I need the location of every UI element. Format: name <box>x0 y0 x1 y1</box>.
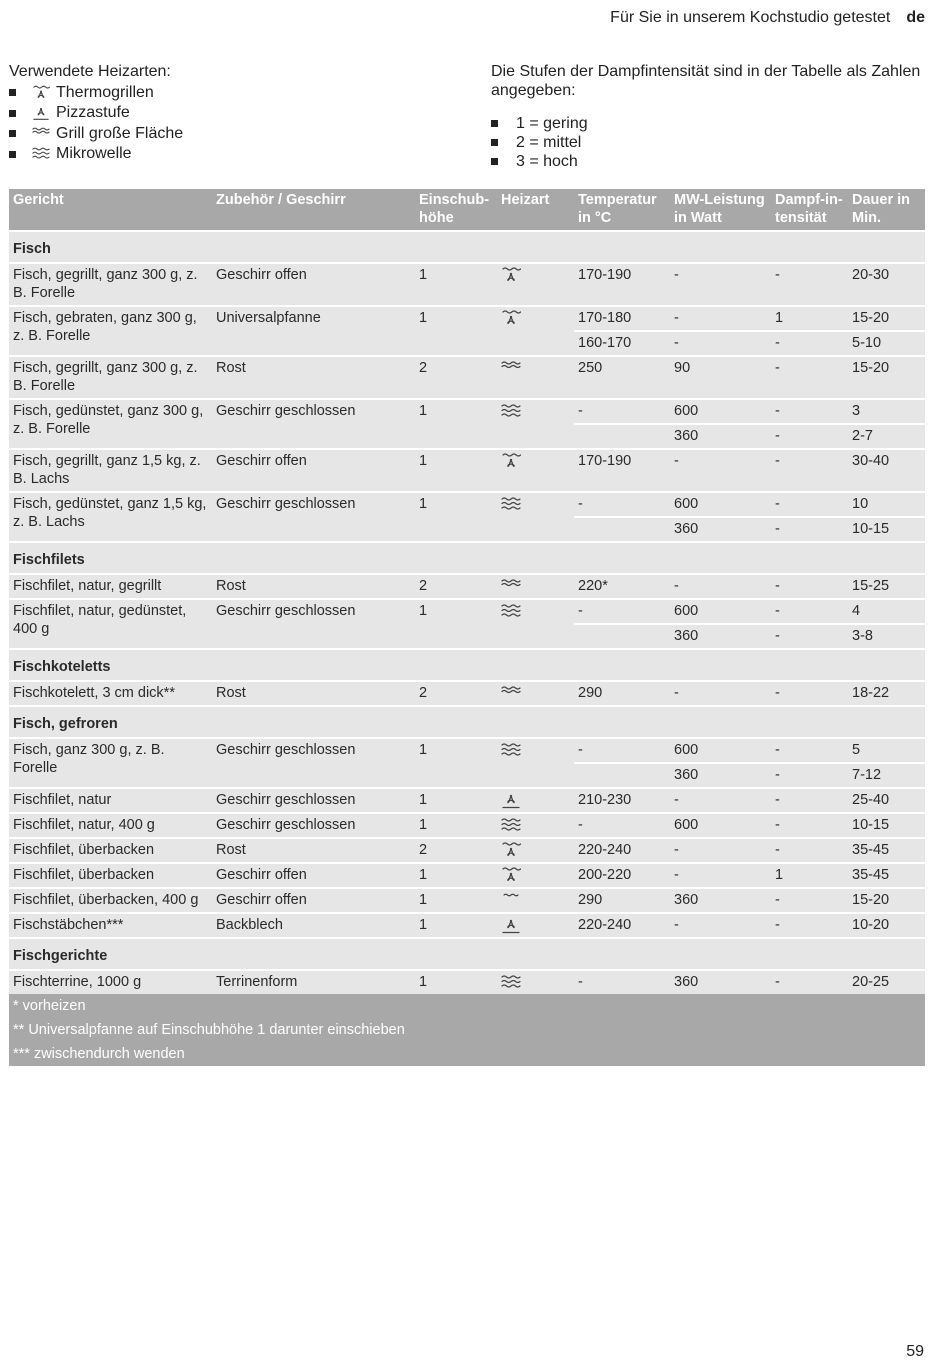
mw-power-cell: 600 <box>670 399 771 424</box>
section-title: Fisch, gefroren <box>9 706 925 738</box>
steam-cell: - <box>771 813 848 838</box>
temperature-cell: - <box>574 399 670 424</box>
dish-cell: Fischstäbchen*** <box>9 913 212 938</box>
heating-cell <box>497 788 574 813</box>
duration-cell: 10-20 <box>848 913 925 938</box>
mw-power-cell: 600 <box>670 813 771 838</box>
table-row <box>9 738 925 763</box>
shelf-cell: 1 <box>415 263 497 306</box>
mw-power-cell: 360 <box>670 424 771 449</box>
grill-small-icon <box>501 892 521 909</box>
heating-mode-label: Thermogrillen <box>56 83 154 101</box>
accessory-cell: Geschirr offen <box>212 263 415 306</box>
temperature-cell: - <box>574 492 670 517</box>
table-row <box>9 356 925 399</box>
steam-level-item <box>491 152 921 171</box>
mw-power-cell: 90 <box>670 356 771 399</box>
steam-intensity-text: Die Stufen der Dampfintensität sind in der Tabelle als Zahlen angegeben: <box>491 63 921 99</box>
steam-cell: - <box>771 517 848 542</box>
bullet-square <box>491 158 498 165</box>
heating-mode-item <box>9 144 183 165</box>
heating-cell <box>497 399 574 449</box>
temperature-cell: - <box>574 738 670 763</box>
duration-cell: 20-25 <box>848 970 925 994</box>
dish-cell: Fischfilet, überbacken, 400 g <box>9 888 212 913</box>
steam-intensity-legend <box>491 62 921 171</box>
duration-cell: 4 <box>848 599 925 624</box>
duration-cell: 35-45 <box>848 838 925 863</box>
steam-cell: - <box>771 331 848 356</box>
mw-power-cell: 600 <box>670 738 771 763</box>
table-row <box>9 970 925 994</box>
dish-cell: Fisch, ganz 300 g, z. B. Forelle <box>9 738 212 788</box>
mw-power-cell: - <box>670 788 771 813</box>
accessory-cell: Rost <box>212 838 415 863</box>
steam-cell: 1 <box>771 863 848 888</box>
table-row <box>9 263 925 306</box>
duration-cell: 15-20 <box>848 356 925 399</box>
shelf-cell: 1 <box>415 863 497 888</box>
microwave-icon <box>501 496 521 513</box>
page-number: 59 <box>906 1343 924 1360</box>
shelf-cell: 1 <box>415 449 497 492</box>
duration-cell: 3 <box>848 399 925 424</box>
temperature-cell: 160-170 <box>574 331 670 356</box>
temperature-cell: 290 <box>574 681 670 706</box>
accessory-cell: Rost <box>212 681 415 706</box>
steam-cell: - <box>771 449 848 492</box>
shelf-cell: 2 <box>415 838 497 863</box>
pizza-icon <box>32 105 50 121</box>
table-row <box>9 574 925 599</box>
duration-cell: 2-7 <box>848 424 925 449</box>
shelf-cell: 1 <box>415 399 497 449</box>
pizza-icon <box>501 917 521 934</box>
temperature-cell: 170-190 <box>574 449 670 492</box>
header-col-dish: Gericht <box>9 189 212 231</box>
bullet-square <box>9 89 16 96</box>
mw-power-cell: 600 <box>670 599 771 624</box>
table-row <box>9 838 925 863</box>
header-title: Für Sie in unserem Kochstudio getestet <box>610 9 891 26</box>
footnote-row <box>9 1042 925 1066</box>
heating-modes-heading: Verwendete Heizarten: <box>9 63 171 80</box>
footnote-text: * vorheizen <box>9 994 925 1018</box>
accessory-cell: Geschirr geschlossen <box>212 813 415 838</box>
footnote-row <box>9 1018 925 1042</box>
dish-cell: Fisch, gegrillt, ganz 300 g, z. B. Forelle <box>9 356 212 399</box>
temperature-cell <box>574 763 670 788</box>
dish-cell: Fischfilet, überbacken <box>9 838 212 863</box>
duration-cell: 5 <box>848 738 925 763</box>
duration-cell: 10 <box>848 492 925 517</box>
duration-cell: 10-15 <box>848 517 925 542</box>
table-row <box>9 399 925 424</box>
steam-cell: - <box>771 624 848 649</box>
steam-level-label: 2 = mittel <box>516 134 582 151</box>
accessory-cell: Geschirr geschlossen <box>212 492 415 542</box>
temperature-cell: 250 <box>574 356 670 399</box>
shelf-cell: 2 <box>415 574 497 599</box>
duration-cell: 5-10 <box>848 331 925 356</box>
shelf-cell: 1 <box>415 970 497 994</box>
duration-cell: 30-40 <box>848 449 925 492</box>
shelf-cell: 1 <box>415 599 497 649</box>
mw-power-cell: - <box>670 681 771 706</box>
mw-power-cell: - <box>670 574 771 599</box>
section-row <box>9 938 925 970</box>
heating-mode-item <box>9 103 183 124</box>
mw-power-cell: 360 <box>670 970 771 994</box>
steam-cell: - <box>771 788 848 813</box>
table-row <box>9 599 925 624</box>
microwave-icon <box>501 742 521 759</box>
mw-power-cell: - <box>670 306 771 331</box>
heating-cell <box>497 813 574 838</box>
heating-modes-legend <box>9 62 183 165</box>
header-col-heating: Heizart <box>497 189 574 231</box>
duration-cell: 20-30 <box>848 263 925 306</box>
accessory-cell: Rost <box>212 574 415 599</box>
dish-cell: Fisch, gedünstet, ganz 300 g, z. B. Forelle <box>9 399 212 449</box>
mw-power-cell: 360 <box>670 517 771 542</box>
accessory-cell: Backblech <box>212 913 415 938</box>
footnote-text: ** Universalpfanne auf Einschubhöhe 1 darunter einschieben <box>9 1018 925 1042</box>
steam-intensity-list <box>491 114 921 171</box>
table-row <box>9 813 925 838</box>
heating-cell <box>497 449 574 492</box>
temperature-cell: 200-220 <box>574 863 670 888</box>
grill-icon <box>501 360 521 377</box>
dish-cell: Fischterrine, 1000 g <box>9 970 212 994</box>
accessory-cell: Rost <box>212 356 415 399</box>
duration-cell: 15-20 <box>848 306 925 331</box>
heating-cell <box>497 492 574 542</box>
mw-power-cell: 360 <box>670 624 771 649</box>
dish-cell: Fischfilet, natur, gedünstet, 400 g <box>9 599 212 649</box>
microwave-icon <box>501 603 521 620</box>
heating-cell <box>497 574 574 599</box>
header-col-mw-power: MW-Leistung in Watt <box>670 189 771 231</box>
mw-power-cell: - <box>670 331 771 356</box>
duration-cell: 3-8 <box>848 624 925 649</box>
steam-cell: - <box>771 574 848 599</box>
table-row <box>9 913 925 938</box>
bullet-square <box>491 139 498 146</box>
accessory-cell: Geschirr offen <box>212 863 415 888</box>
heating-cell <box>497 681 574 706</box>
microwave-icon <box>501 403 521 420</box>
dish-cell: Fisch, gedünstet, ganz 1,5 kg, z. B. Lachs <box>9 492 212 542</box>
temperature-cell <box>574 624 670 649</box>
bullet-square <box>9 110 16 117</box>
temperature-cell: 170-190 <box>574 263 670 306</box>
accessory-cell: Universalpfanne <box>212 306 415 356</box>
thermogrill-icon <box>501 267 521 284</box>
duration-cell: 35-45 <box>848 863 925 888</box>
mw-power-cell: 360 <box>670 763 771 788</box>
temperature-cell: - <box>574 599 670 624</box>
steam-cell: - <box>771 356 848 399</box>
accessory-cell: Geschirr geschlossen <box>212 599 415 649</box>
steam-cell: - <box>771 913 848 938</box>
temperature-cell <box>574 517 670 542</box>
temperature-cell: - <box>574 970 670 994</box>
duration-cell: 18-22 <box>848 681 925 706</box>
thermogrill-icon <box>32 85 50 101</box>
header-col-accessory: Zubehör / Geschirr <box>212 189 415 231</box>
shelf-cell: 1 <box>415 306 497 356</box>
steam-cell: - <box>771 492 848 517</box>
temperature-cell: 290 <box>574 888 670 913</box>
header-col-shelf: Einschub-höhe <box>415 189 497 231</box>
steam-cell: - <box>771 263 848 306</box>
heating-cell <box>497 599 574 649</box>
mw-power-cell: 360 <box>670 888 771 913</box>
accessory-cell: Geschirr geschlossen <box>212 788 415 813</box>
heating-mode-item <box>9 124 183 145</box>
header-col-steam: Dampf-in-tensität <box>771 189 848 231</box>
steam-cell: - <box>771 681 848 706</box>
steam-cell: - <box>771 838 848 863</box>
table-row <box>9 888 925 913</box>
mw-power-cell: 600 <box>670 492 771 517</box>
dish-cell: Fischfilet, überbacken <box>9 863 212 888</box>
temperature-cell: - <box>574 813 670 838</box>
temperature-cell: 220-240 <box>574 838 670 863</box>
pizza-icon <box>501 792 521 809</box>
mw-power-cell: - <box>670 838 771 863</box>
steam-cell: - <box>771 970 848 994</box>
heating-modes-list <box>9 83 183 165</box>
heating-cell <box>497 356 574 399</box>
bullet-square <box>491 120 498 127</box>
heating-cell <box>497 306 574 356</box>
steam-cell: - <box>771 599 848 624</box>
table-row <box>9 492 925 517</box>
duration-cell: 10-15 <box>848 813 925 838</box>
accessory-cell: Geschirr offen <box>212 449 415 492</box>
table-header-row <box>9 189 925 231</box>
heating-cell <box>497 738 574 788</box>
section-row <box>9 706 925 738</box>
section-title: Fischkoteletts <box>9 649 925 681</box>
heating-mode-label: Grill große Fläche <box>56 124 184 142</box>
microwave-icon <box>32 146 50 162</box>
table-row <box>9 306 925 331</box>
shelf-cell: 1 <box>415 913 497 938</box>
steam-level-item <box>491 133 921 152</box>
steam-cell: - <box>771 888 848 913</box>
heating-cell <box>497 888 574 913</box>
bullet-square <box>9 151 16 158</box>
temperature-cell: 220* <box>574 574 670 599</box>
thermogrill-icon <box>501 842 521 859</box>
duration-cell: 15-25 <box>848 574 925 599</box>
steam-cell: 1 <box>771 306 848 331</box>
dish-cell: Fisch, gegrillt, ganz 1,5 kg, z. B. Lachs <box>9 449 212 492</box>
grill-icon <box>501 578 521 595</box>
section-row <box>9 231 925 263</box>
shelf-cell: 1 <box>415 788 497 813</box>
bullet-square <box>9 130 16 137</box>
cooking-table <box>9 189 925 1066</box>
steam-level-label: 1 = gering <box>516 115 588 132</box>
steam-level-item <box>491 114 921 133</box>
steam-cell: - <box>771 399 848 424</box>
header-col-duration: Dauer in Min. <box>848 189 925 231</box>
table-row <box>9 863 925 888</box>
steam-level-label: 3 = hoch <box>516 153 578 170</box>
temperature-cell: 170-180 <box>574 306 670 331</box>
table-row <box>9 788 925 813</box>
thermogrill-icon <box>501 310 521 327</box>
microwave-icon <box>501 974 521 991</box>
heating-cell <box>497 838 574 863</box>
thermogrill-icon <box>501 453 521 470</box>
heating-cell <box>497 863 574 888</box>
page-header <box>610 9 925 27</box>
dish-cell: Fischfilet, natur, gegrillt <box>9 574 212 599</box>
mw-power-cell: - <box>670 863 771 888</box>
steam-cell: - <box>771 763 848 788</box>
shelf-cell: 1 <box>415 888 497 913</box>
shelf-cell: 2 <box>415 356 497 399</box>
accessory-cell: Terrinenform <box>212 970 415 994</box>
table-row <box>9 449 925 492</box>
duration-cell: 7-12 <box>848 763 925 788</box>
accessory-cell: Geschirr geschlossen <box>212 399 415 449</box>
section-title: Fischfilets <box>9 542 925 574</box>
footnote-row <box>9 994 925 1018</box>
accessory-cell: Geschirr offen <box>212 888 415 913</box>
table-row <box>9 681 925 706</box>
section-title: Fischgerichte <box>9 938 925 970</box>
dish-cell: Fisch, gebraten, ganz 300 g, z. B. Forelle <box>9 306 212 356</box>
heating-cell <box>497 970 574 994</box>
accessory-cell: Geschirr geschlossen <box>212 738 415 788</box>
heating-cell <box>497 913 574 938</box>
section-row <box>9 649 925 681</box>
temperature-cell: 210-230 <box>574 788 670 813</box>
mw-power-cell: - <box>670 913 771 938</box>
dish-cell: Fischkotelett, 3 cm dick** <box>9 681 212 706</box>
heating-mode-label: Pizzastufe <box>56 104 130 121</box>
steam-cell: - <box>771 424 848 449</box>
dish-cell: Fisch, gegrillt, ganz 300 g, z. B. Forelle <box>9 263 212 306</box>
steam-cell: - <box>771 738 848 763</box>
heating-mode-label: Mikrowelle <box>56 145 132 162</box>
section-title: Fisch <box>9 231 925 263</box>
heating-cell <box>497 263 574 306</box>
duration-cell: 15-20 <box>848 888 925 913</box>
shelf-cell: 2 <box>415 681 497 706</box>
shelf-cell: 1 <box>415 813 497 838</box>
mw-power-cell: - <box>670 449 771 492</box>
temperature-cell: 220-240 <box>574 913 670 938</box>
footnote-text: *** zwischendurch wenden <box>9 1042 925 1066</box>
shelf-cell: 1 <box>415 738 497 788</box>
grill-icon <box>501 685 521 702</box>
dish-cell: Fischfilet, natur <box>9 788 212 813</box>
grill-icon <box>32 126 50 142</box>
temperature-cell <box>574 424 670 449</box>
language-tag: de <box>906 9 925 26</box>
microwave-icon <box>501 817 521 834</box>
shelf-cell: 1 <box>415 492 497 542</box>
mw-power-cell: - <box>670 263 771 306</box>
dish-cell: Fischfilet, natur, 400 g <box>9 813 212 838</box>
section-row <box>9 542 925 574</box>
duration-cell: 25-40 <box>848 788 925 813</box>
heating-mode-item <box>9 83 183 104</box>
thermogrill-icon <box>501 867 521 884</box>
header-col-temperature: Temperatur in °C <box>574 189 670 231</box>
